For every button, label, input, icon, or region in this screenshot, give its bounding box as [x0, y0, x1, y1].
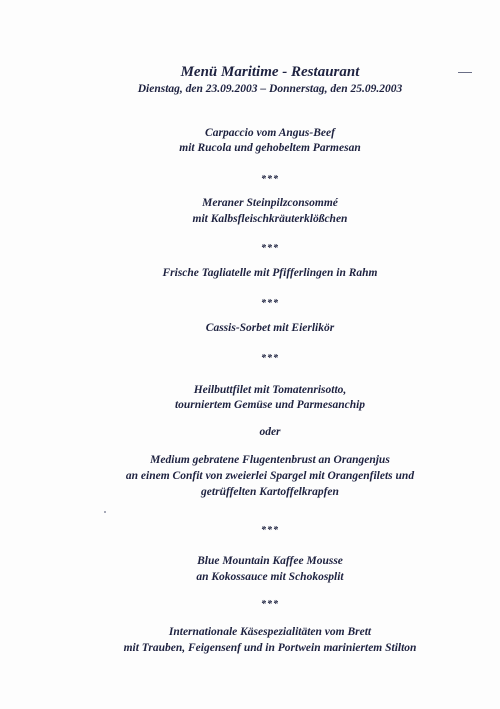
- course-1-line-1: Carpaccio vom Angus-Beef: [205, 127, 335, 139]
- course-5-line-1: Heilbuttfilet mit Tomatenrisotto,: [193, 384, 347, 396]
- course-2-line-2: mit Kalbsfleischkräuterklößchen: [192, 213, 348, 225]
- separator: ***: [261, 243, 279, 254]
- separator: ***: [261, 353, 279, 364]
- course-5-line-2: tourniertem Gemüse und Parmesanchip: [174, 399, 366, 411]
- alternative-word: oder: [259, 426, 281, 438]
- menu-title: Menü Maritime - Restaurant: [180, 64, 360, 80]
- course-2-line-1: Meraner Steinpilzconsommé: [202, 197, 338, 209]
- course-5-alt-line-3: getrüffelten Kartoffelkrapfen: [201, 486, 339, 498]
- margin-mark: [458, 72, 472, 73]
- course-6-line-2: an Kokossauce mit Schokosplit: [196, 571, 344, 583]
- course-3-line-1: Frische Tagliatelle mit Pfifferlingen in Rahm: [162, 267, 378, 279]
- course-5-alt-line-2: an einem Confit von zweierlei Spargel mit Orangenfilets und: [125, 470, 415, 482]
- course-4-line-1: Cassis-Sorbet mit Eierlikör: [205, 322, 335, 334]
- course-7-line-2: mit Trauben, Feigensenf und in Portwein mariniertem Stilton: [123, 642, 417, 654]
- course-1-line-2: mit Rucola und gehobeltem Parmesan: [179, 142, 361, 154]
- separator: ***: [261, 599, 279, 610]
- menu-dates: Dienstag, den 23.09.2003 – Donnerstag, den 25.09.2003: [137, 83, 403, 95]
- speck: [104, 511, 106, 513]
- course-7-line-1: Internationale Käsespezialitäten vom Brett: [168, 626, 372, 638]
- separator: ***: [261, 298, 279, 309]
- separator: ***: [261, 174, 279, 185]
- course-6-line-1: Blue Mountain Kaffee Mousse: [197, 555, 343, 567]
- separator: ***: [261, 525, 279, 536]
- course-5-alt-line-1: Medium gebratene Flugentenbrust an Orangenjus: [150, 454, 390, 466]
